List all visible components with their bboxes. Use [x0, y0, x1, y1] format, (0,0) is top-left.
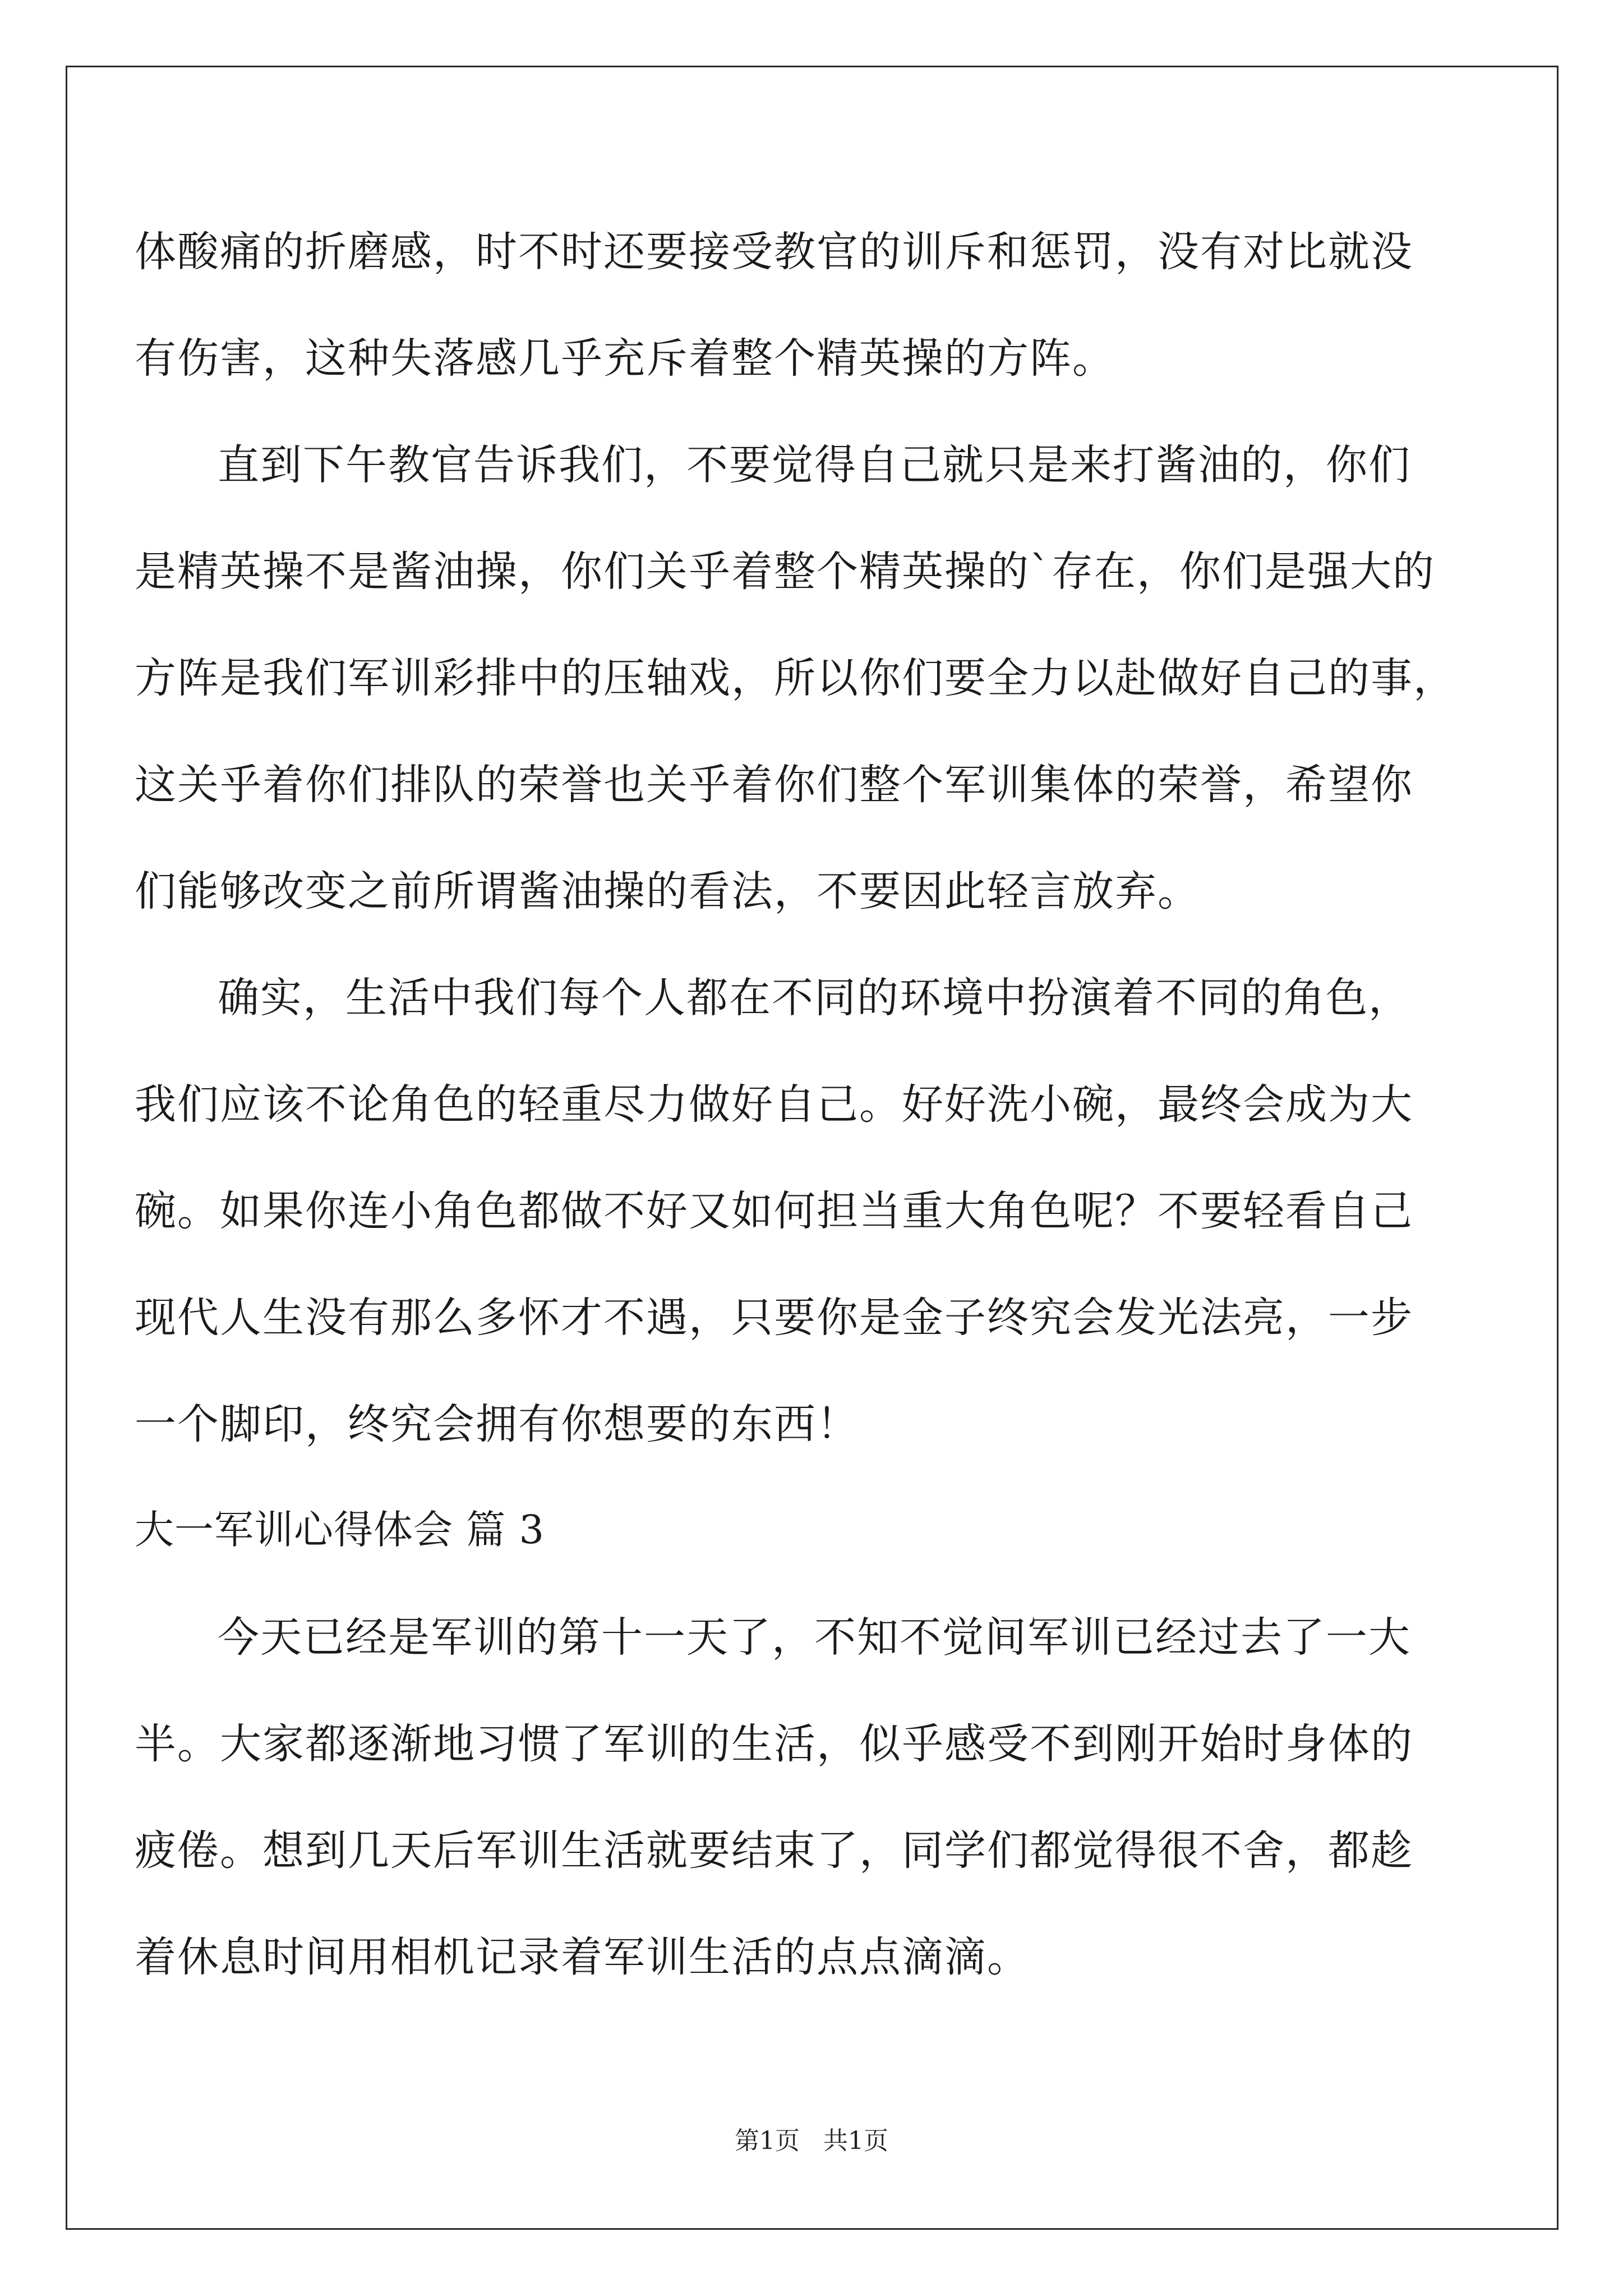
body-text-line: 方阵是我们军训彩排中的压轴戏，所以你们要全力以赴做好自己的事， [135, 654, 1456, 702]
paragraph-first-line: 今天已经是军训的第十一天了，不知不觉间军训已经过去了一大 [218, 1613, 1411, 1662]
body-text-line: 我们应该不论角色的轻重尽力做好自己。好好洗小碗，最终会成为大 [135, 1080, 1413, 1129]
body-text-line: 碗。如果你连小角色都做不好又如何担当重大角色呢？不要轻看自己 [135, 1187, 1413, 1235]
body-text-line: 现代人生没有那么多怀才不遇，只要你是金子终究会发光法亮，一步 [135, 1294, 1413, 1342]
body-text-line: 们能够改变之前所谓酱油操的看法，不要因此轻言放弃。 [135, 867, 1200, 915]
body-text-line: 这关乎着你们排队的荣誉也关乎着你们整个军训集体的荣誉，希望你 [135, 761, 1413, 809]
page-border [66, 66, 1559, 2230]
page-number-footer: 第1页 共1页 [735, 2127, 888, 2155]
paragraph-first-line: 确实，生活中我们每个人都在不同的环境中扮演着不同的角色， [218, 974, 1411, 1022]
body-text-line: 半。大家都逐渐地习惯了军训的生活，似乎感受不到刚开始时身体的 [135, 1720, 1413, 1768]
body-text-line: 体酸痛的折磨感，时不时还要接受教官的训斥和惩罚，没有对比就没 [135, 228, 1413, 276]
body-text-line: 疲倦。想到几天后军训生活就要结束了，同学们都觉得很不舍，都趁 [135, 1826, 1413, 1875]
body-text-line: 是精英操不是酱油操，你们关乎着整个精英操的`存在，你们是强大的 [135, 547, 1435, 596]
body-text-line: 有伤害，这种失落感几乎充斥着整个精英操的方阵。 [135, 334, 1115, 383]
body-text-line: 一个脚印，终究会拥有你想要的东西！ [135, 1400, 859, 1448]
section-heading: 大一军训心得体会 篇 3 [135, 1507, 545, 1553]
paragraph-first-line: 直到下午教官告诉我们，不要觉得自己就只是来打酱油的，你们 [218, 441, 1411, 489]
body-text-line: 着休息时间用相机记录着军训生活的点点滴滴。 [135, 1933, 1030, 1981]
